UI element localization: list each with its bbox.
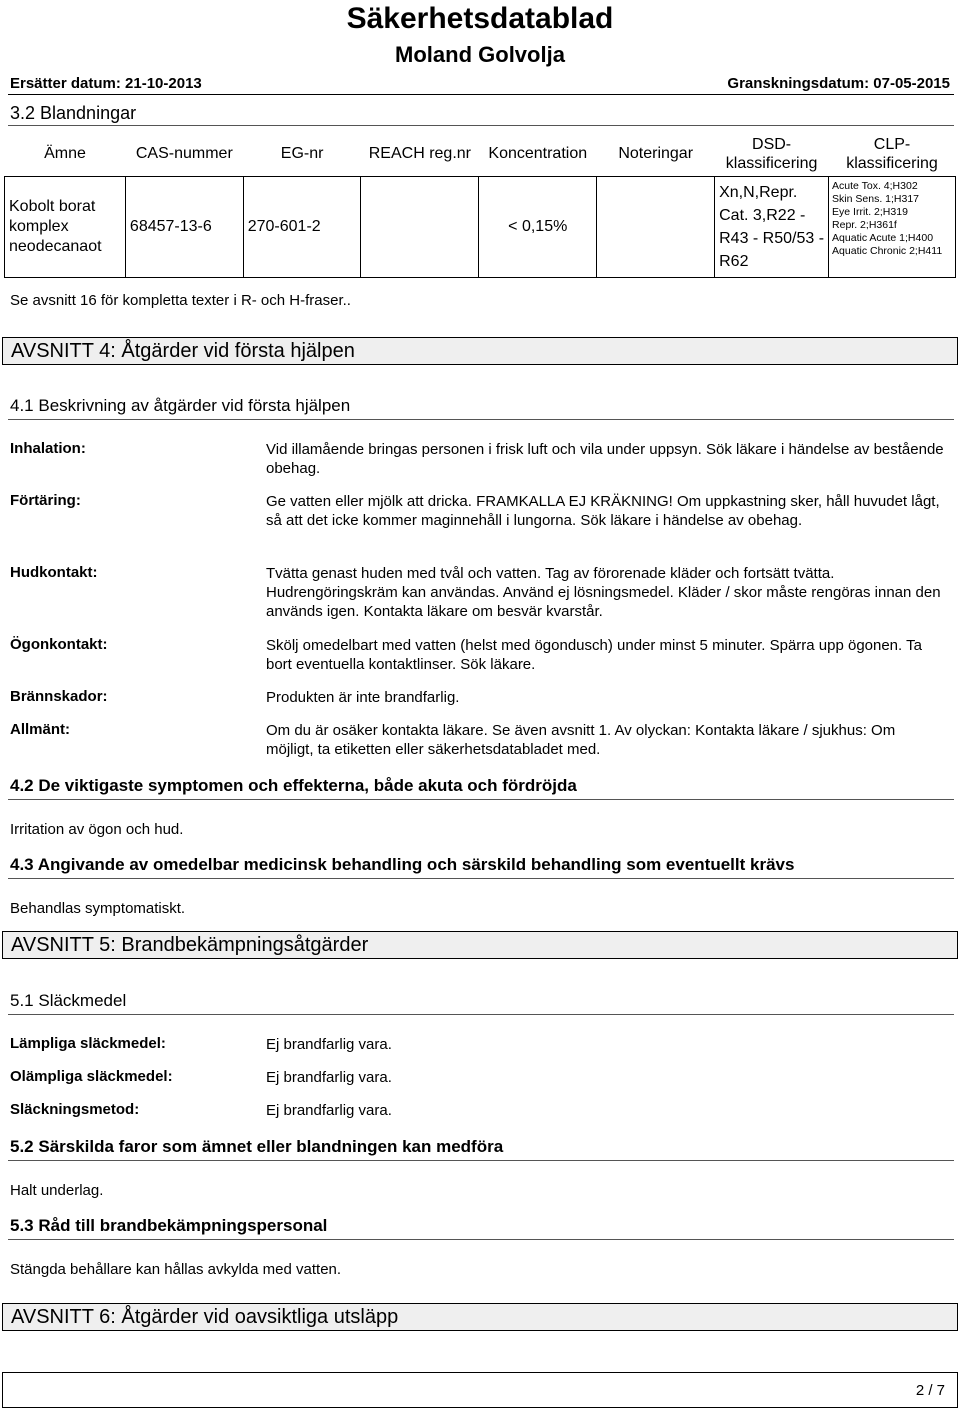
section-5-3-rule	[8, 1239, 954, 1240]
header-divider	[8, 94, 954, 95]
extinguishing-method-label: Släckningsmetod:	[10, 1101, 140, 1118]
section-5-2-text: Halt underlag.	[10, 1182, 104, 1199]
section-5-1-heading: 5.1 Släckmedel	[10, 991, 127, 1010]
inhalation-label: Inhalation:	[10, 440, 86, 457]
column-header: REACH reg.nr	[368, 144, 471, 162]
section-4-1-heading: 4.1 Beskrivning av åtgärder vid första hjälpen	[10, 396, 351, 415]
burns-text: Produkten är inte brandfarlig.	[266, 689, 460, 706]
general-label: Allmänt:	[10, 721, 70, 738]
clp-cell	[829, 176, 956, 277]
skin-contact-label: Hudkontakt:	[10, 564, 98, 581]
document-title: Säkerhetsdatablad	[346, 2, 614, 35]
suitable-media-label: Lämpliga släckmedel:	[10, 1035, 166, 1052]
column-header: EG-nr	[280, 144, 324, 162]
clp-line: Aquatic Chronic 2;H411	[832, 244, 943, 257]
column-header: Koncentration	[488, 144, 588, 162]
page-number: 2 / 7	[915, 1382, 945, 1399]
clp-line: Aquatic Acute 1;H400	[832, 231, 934, 244]
section-4-2-heading: 4.2 De viktigaste symptomen och effekterna, både akuta och fördröjda	[10, 776, 577, 795]
eg-cell: 270-601-2	[243, 176, 361, 277]
extinguishing-method-text: Ej brandfarlig vara.	[266, 1102, 392, 1119]
clp-line: Repr. 2;H361f	[832, 218, 897, 231]
column-header: DSD- klassificering	[725, 135, 818, 172]
product-name: Moland Golvolja	[395, 42, 565, 67]
section-5-1-rule	[8, 1014, 954, 1015]
dsd-cell: Xn,N,Repr. Cat. 3,R22 - R43 - R50/53 - R62	[715, 176, 829, 277]
section-4-3-heading: 4.3 Angivande av omedelbar medicinsk behandling och särskild behandling som eventuellt krävs	[10, 855, 795, 874]
burns-label: Brännskador:	[10, 688, 108, 705]
table-row	[5, 176, 956, 277]
inhalation-text: Vid illamående bringas personen i frisk luft och vila under uppsyn. Sök läkare i händelse av bestående obehag.	[266, 441, 944, 477]
mixture-table	[4, 132, 956, 278]
clp-line: Skin Sens. 1;H317	[832, 192, 920, 205]
clp-line: Eye Irrit. 2;H319	[832, 205, 908, 218]
r-h-phrase-note: Se avsnitt 16 för kompletta texter i R- och H-fraser..	[10, 292, 351, 309]
cas-cell: 68457-13-6	[125, 176, 243, 277]
suitable-media-text: Ej brandfarlig vara.	[266, 1036, 392, 1053]
column-header: Noteringar	[618, 144, 694, 162]
column-header: CLP- klassificering	[846, 135, 938, 172]
replaces-date: Ersätter datum: 21-10-2013	[10, 75, 202, 92]
section-4-2-rule	[8, 799, 954, 800]
ingestion-text: Ge vatten eller mjölk att dricka. FRAMKALLA EJ KRÄKNING! Om uppkastning sker, håll huvudet lågt, så att det icke kommer maginnehåll i lungorna. Sök läkare i händelse av obehag.	[266, 493, 940, 529]
general-text: Om du är osäker kontakta läkare. Se även avsnitt 1. Av olyckan: Kontakta läkare / sjukhus: Om möjligt, ta etiketten eller säkerhetsdatabladet med.	[266, 722, 896, 758]
section-4-2-text: Irritation av ögon och hud.	[10, 821, 184, 838]
skin-contact-text: Tvätta genast huden med tvål och vatten. Tag av förorenade kläder och fortsätt tvätta. Hudrengöringskräm kan användas. Använd ej lösningsmedel. Kläder / skor måste rengöras innan den används igen. Kontakta läkare om besvär kvarstår.	[266, 565, 941, 620]
column-header: CAS-nummer	[135, 144, 233, 162]
substance-cell: Kobolt borat komplex neodecanaot	[5, 176, 126, 277]
unsuitable-media-text: Ej brandfarlig vara.	[266, 1069, 392, 1086]
section-4-3-rule	[8, 878, 954, 879]
section-5-3-text: Stängda behållare kan hållas avkylda med vatten.	[10, 1261, 342, 1278]
section-4-title: AVSNITT 4: Åtgärder vid första hjälpen	[2, 337, 958, 365]
reach-cell	[361, 176, 479, 277]
section-3-2-heading: 3.2 Blandningar	[10, 103, 137, 123]
section-5-title: AVSNITT 5: Brandbekämpningsåtgärder	[2, 931, 958, 959]
section-5-2-heading: 5.2 Särskilda faror som ämnet eller blandningen kan medföra	[10, 1137, 504, 1156]
column-header: Ämne	[44, 144, 86, 162]
review-date: Granskningsdatum: 07-05-2015	[727, 75, 950, 92]
eye-contact-text: Skölj omedelbart med vatten (helst med ögondusch) under minst 5 minuter. Spärra upp ögonen. Ta bort eventuella kontaktlinser. Sök läkare.	[266, 637, 922, 673]
eye-contact-label: Ögonkontakt:	[10, 636, 108, 653]
section-4-3-text: Behandlas symptomatiskt.	[10, 900, 186, 917]
ingestion-label: Förtäring:	[10, 492, 81, 509]
section-3-2-rule	[8, 125, 954, 126]
table-header-row	[5, 132, 956, 176]
section-4-1-rule	[8, 419, 954, 420]
unsuitable-media-label: Olämpliga släckmedel:	[10, 1068, 173, 1085]
concentration-cell: < 0,15%	[479, 176, 597, 277]
clp-line: Acute Tox. 4;H302	[832, 179, 918, 192]
section-6-title: AVSNITT 6: Åtgärder vid oavsiktliga utsläpp	[2, 1303, 958, 1331]
section-5-3-heading: 5.3 Råd till brandbekämpningspersonal	[10, 1216, 328, 1235]
page-footer	[2, 1372, 958, 1408]
section-5-2-rule	[8, 1160, 954, 1161]
notes-cell	[597, 176, 715, 277]
